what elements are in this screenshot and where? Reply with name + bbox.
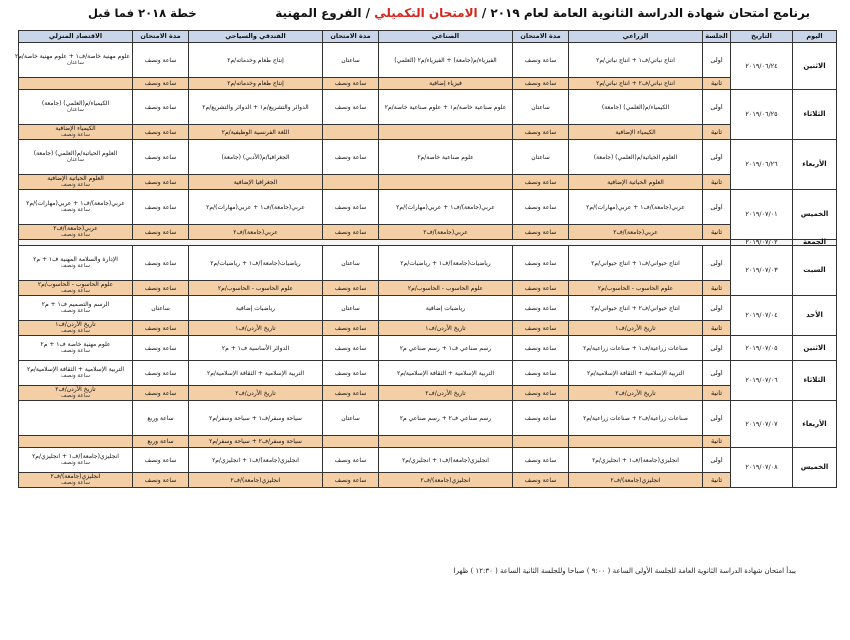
home-subject-cell [19,321,133,336]
home-subject-cell [19,401,133,436]
date-cell: ٢٠١٩/٠٧/٠٥ [731,336,793,361]
header-row [19,31,837,43]
col-indus: الصناعي [379,31,513,43]
home-subject-cell [19,125,133,140]
indus-subject-cell: علوم صناعية خاصة/م١ + علوم صناعية خاصة/م٢ [379,90,513,125]
plan-label: خطة ٢٠١٨ فما قبل [88,6,197,20]
home-subject-text: التربية الإسلامية + الثقافة الإسلامية/م٢ [26,366,125,373]
day-cell: الثلاثاء [793,361,837,401]
home-subject-cell [19,448,133,473]
session-cell: ثانية [703,281,731,296]
agri-duration-cell: ساعة ونصف [513,78,569,90]
hotel-subject-cell: الجغرافيا/م(الأدبي) (جامعة) [189,140,323,175]
home-duration: ساعة ونصف [61,288,90,294]
agri-subject-cell: الكيمياء/م(العلمي) (جامعة) [569,90,703,125]
table-row [19,175,837,190]
title-part-2: / الفروع المهنية [275,6,375,20]
hotel-subject-cell: سياحة وسفر/ف٢ + سياحة وسفر/م٢ [189,436,323,448]
agri-duration-cell [513,436,569,448]
date-cell: ٢٠١٩/٠٦/٢٦ [731,140,793,190]
agri-duration-cell: ساعة ونصف [513,281,569,296]
day-cell: السبت [793,246,837,296]
agri-subject-cell [569,436,703,448]
date-cell: ٢٠١٩/٠٧/٠١ [731,190,793,240]
home-subject-text: تاريخ الأردن/ف٢ [55,386,96,393]
day-cell: الجمعة [793,240,837,246]
title-highlight: الامتحان التكميلي [374,6,478,20]
home-duration: ساعة ونصف [61,207,90,213]
indus-duration-cell: ساعتان [323,246,379,281]
indus-subject-cell: فيزياء إضافية [379,78,513,90]
indus-subject-cell: التربية الإسلامية + الثقافة الإسلامية/م٢ [379,361,513,386]
agri-duration-cell: ساعة ونصف [513,175,569,190]
session-cell: ثانية [703,436,731,448]
home-duration: ساعة ونصف [61,373,90,379]
table-row [19,140,837,175]
indus-duration-cell [323,125,379,140]
indus-subject-cell: انجليزي(جامعة)/ف١ + انجليزي/م٢ [379,448,513,473]
table-row [19,296,837,321]
home-subject-cell [19,361,133,386]
table-row [19,78,837,90]
indus-subject-cell: عربي(جامعة)/ف١ + عربي(مهارات)/م٢ [379,190,513,225]
home-subject-text: الإدارة والسلامة المهنية ف١ + م٢ [33,256,118,263]
home-subject-text: انجليزي(جامعة)/ف٢ [50,473,101,480]
indus-subject-cell: الفيزياء/م(جامعة) + الفيزياء/م٢ (العلمي) [379,43,513,78]
hotel-duration-cell: ساعة ونصف [133,140,189,175]
page-title [275,6,810,20]
hotel-duration-cell: ساعة ونصف [133,448,189,473]
home-subject-cell [19,190,133,225]
agri-subject-cell: عربي(جامعة)/ف٢ [569,225,703,240]
home-duration: ساعة ونصف [61,182,90,188]
session-cell: اولى [703,190,731,225]
indus-duration-cell: ساعة ونصف [323,386,379,401]
indus-subject-cell: تاريخ الأردن/ف٢ [379,386,513,401]
home-duration: ساعة ونصف [61,348,90,354]
agri-subject-cell: انتاج حيواني/ف١ + انتاج حيواني/م٢ [569,246,703,281]
home-duration: ساعة ونصف [61,480,90,486]
hotel-subject-cell: رياضيات إضافية [189,296,323,321]
date-cell: ٢٠١٩/٠٧/٠٨ [731,448,793,488]
session-cell: اولى [703,140,731,175]
home-subject-cell [19,140,133,175]
indus-duration-cell: ساعة ونصف [323,448,379,473]
date-cell: ٢٠١٩/٠٧/٠٢ [731,240,793,246]
home-subject-cell [19,90,133,125]
agri-duration-cell: ساعة ونصف [513,386,569,401]
indus-duration-cell: ساعة ونصف [323,281,379,296]
hotel-subject-cell: التربية الإسلامية + الثقافة الإسلامية/م٢ [189,361,323,386]
indus-subject-cell [379,436,513,448]
indus-duration-cell: ساعة ونصف [323,321,379,336]
home-subject-cell [19,281,133,296]
hotel-subject-cell: إنتاج طعام وخدماته/م٢ [189,78,323,90]
indus-duration-cell: ساعة ونصف [323,140,379,175]
agri-duration-cell: ساعة ونصف [513,401,569,436]
indus-duration-cell: ساعة ونصف [323,361,379,386]
session-cell: اولى [703,361,731,386]
agri-duration-cell: ساعة ونصف [513,448,569,473]
agri-subject-cell: انجليزي(جامعة)/ف١ + انجليزي/م٢ [569,448,703,473]
day-cell: الأربعاء [793,140,837,190]
footnote: يبدأ امتحان شهادة الدراسة الثانوية العامة للجلسة الأولى الساعة ( ٩:٠٠ ) صباحا وللجلسة الثانية الساعة ( ١٢:٣٠ ) ظهرا [453,567,796,575]
session-cell: ثانية [703,175,731,190]
agri-duration-cell: ساعة ونصف [513,336,569,361]
col-session: الجلسة [703,31,731,43]
indus-subject-cell: تاريخ الأردن/ف١ [379,321,513,336]
agri-duration-cell: ساعة ونصف [513,473,569,488]
agri-subject-cell: التربية الإسلامية + الثقافة الإسلامية/م٢ [569,361,703,386]
indus-duration-cell: ساعة ونصف [323,225,379,240]
agri-subject-cell: الكيمياء الإضافية [569,125,703,140]
hotel-subject-cell: الدوائر والتشريع/م١ + الدوائر والتشريع/م٢ [189,90,323,125]
table-row [19,361,837,386]
hotel-subject-cell: تاريخ الأردن/ف١ [189,321,323,336]
indus-subject-cell: رياضيات(جامعة)/ف١ + رياضيات/م٢ [379,246,513,281]
home-subject-text: الكيمياء الإضافية [55,125,96,132]
home-duration: ساعة ونصف [61,460,90,466]
home-subject-cell [19,296,133,321]
date-cell: ٢٠١٩/٠٧/٠٦ [731,361,793,401]
home-subject-text: تاريخ الأردن/ف١ [55,321,96,328]
home-duration: ساعتان [67,107,84,113]
indus-duration-cell: ساعة ونصف [323,90,379,125]
home-subject-text: العلوم الحياتية الإضافية [47,175,104,182]
home-subject-cell [14,43,133,78]
day-cell: الأحد [793,296,837,336]
indus-subject-cell [379,175,513,190]
table-row [19,321,837,336]
day-cell: الاثنين [793,336,837,361]
home-duration: ساعة ونصف [61,232,90,238]
agri-subject-cell: صناعات زراعية/ف١ + صناعات زراعية/م٢ [569,336,703,361]
home-duration: ساعتان [67,157,84,163]
table-row [19,448,837,473]
indus-duration-cell: ساعتان [323,296,379,321]
home-duration: ساعة ونصف [61,328,90,334]
home-duration: ساعة ونصف [61,263,90,269]
home-subject-cell [19,336,133,361]
hotel-subject-cell: الدوائر الأساسية ف١ + م٢ [189,336,323,361]
home-subject-cell [19,473,133,488]
table-row [19,90,837,125]
agri-duration-cell: ساعتان [513,90,569,125]
home-subject-cell [19,386,133,401]
indus-subject-cell: علوم صناعية خاصة/م٢ [379,140,513,175]
title-part-1: برنامج امتحان شهادة الدراسة الثانوية العامة لعام ٢٠١٩ / [477,6,810,20]
date-cell: ٢٠١٩/٠٧/٠٣ [731,246,793,296]
home-subject-text: انجليزي(جامعة)/ف١ + انجليزي/م٢ [32,453,119,460]
agri-duration-cell: ساعة ونصف [513,296,569,321]
hotel-subject-cell: تاريخ الأردن/ف٢ [189,386,323,401]
day-cell: الخميس [793,448,837,488]
agri-subject-cell: العلوم الحياتية الإضافية [569,175,703,190]
table-row [19,246,837,281]
hotel-duration-cell: ساعتان [133,296,189,321]
session-cell: ثانية [703,225,731,240]
indus-duration-cell [323,175,379,190]
agri-duration-cell: ساعة ونصف [513,190,569,225]
agri-duration-cell: ساعة ونصف [513,361,569,386]
agri-subject-cell: صناعات زراعية/ف٢ + صناعات زراعية/م٢ [569,401,703,436]
agri-subject-cell: انتاج حيواني/ف٢ + انتاج حيواني/م٢ [569,296,703,321]
session-cell: ثانية [703,78,731,90]
agri-subject-cell: تاريخ الأردن/ف١ [569,321,703,336]
agri-subject-cell: علوم الحاسوب - الحاسوب/م٢ [569,281,703,296]
day-cell: الثلاثاء [793,90,837,140]
indus-duration-cell: ساعتان [323,401,379,436]
session-cell: اولى [703,43,731,78]
col-hotel: الفندقي والسياحي [189,31,323,43]
hotel-duration-cell: ساعة ونصف [133,386,189,401]
hotel-duration-cell: ساعة ونصف [133,336,189,361]
indus-duration-cell: ساعة ونصف [323,190,379,225]
exam-schedule-table [14,30,837,488]
indus-duration-cell: ساعة ونصف [323,78,379,90]
hotel-duration-cell: ساعة وربع [133,401,189,436]
hotel-duration-cell: ساعة ونصف [133,175,189,190]
hotel-duration-cell: ساعة ونصف [133,246,189,281]
home-subject-cell [19,175,133,190]
hotel-subject-cell: إنتاج طعام وخدماته/م٢ [189,43,323,78]
table-row [19,190,837,225]
col-hotel-duration: مدة الامتحان [133,31,189,43]
col-date: التاريخ [731,31,793,43]
table-row [19,336,837,361]
agri-subject-cell: عربي(جامعة)/ف١ + عربي(مهارات)/م٢ [569,190,703,225]
indus-subject-cell: رسم صناعي ف٢ + رسم صناعي م٢ [379,401,513,436]
indus-subject-cell: عربي(جامعة)/ف٢ [379,225,513,240]
home-subject-text: الكيمياء/م(العلمي) (جامعة) [41,100,110,107]
indus-duration-cell [323,436,379,448]
col-agri: الزراعي [569,31,703,43]
home-subject-cell [19,225,133,240]
agri-duration-cell: ساعة ونصف [513,125,569,140]
agri-duration-cell: ساعتان [513,140,569,175]
hotel-duration-cell: ساعة وربع [133,436,189,448]
table-row [19,436,837,448]
agri-subject-cell: انجليزي(جامعة)/ف٢ [569,473,703,488]
session-cell: ثانية [703,386,731,401]
table-row [19,225,837,240]
title-bar [0,2,850,24]
hotel-duration-cell: ساعة ونصف [133,321,189,336]
hotel-duration-cell: ساعة ونصف [133,190,189,225]
indus-subject-cell [379,125,513,140]
agri-duration-cell: ساعة ونصف [513,246,569,281]
indus-subject-cell: علوم الحاسوب - الحاسوب/م٢ [379,281,513,296]
home-subject-cell [19,78,133,90]
col-day: اليوم [793,31,837,43]
home-subject-cell [19,246,133,281]
hotel-subject-cell: سياحة وسفر/ف١ + سياحة وسفر/م٢ [189,401,323,436]
agri-subject-cell: انتاج نباتي/ف١ + انتاج نباتي/م٢ [569,43,703,78]
session-cell: ثانية [703,473,731,488]
indus-duration-cell: ساعة ونصف [323,336,379,361]
date-cell: ٢٠١٩/٠٧/٠٤ [731,296,793,336]
home-duration: ساعة ونصف [61,132,90,138]
date-cell: ٢٠١٩/٠٦/٢٥ [731,90,793,140]
col-home: الاقتصاد المنزلي [19,31,133,43]
hotel-duration-cell: ساعة ونصف [133,473,189,488]
session-cell: ثانية [703,125,731,140]
session-cell: اولى [703,401,731,436]
table-row [19,125,837,140]
date-cell: ٢٠١٩/٠٦/٢٤ [731,43,793,90]
indus-subject-cell: رسم صناعي ف١ + رسم صناعي م٢ [379,336,513,361]
table-row [19,43,837,78]
home-subject-text: عربي(جامعة)/ف٢ [53,225,98,232]
hotel-subject-cell: علوم الحاسوب - الحاسوب/م٢ [189,281,323,296]
hotel-duration-cell: ساعة ونصف [133,361,189,386]
session-cell: ثانية [703,321,731,336]
session-cell: اولى [703,90,731,125]
hotel-duration-cell: ساعة ونصف [133,125,189,140]
home-subject-text: الرسم والتصميم ف١ + م٢ [41,301,110,308]
indus-duration-cell: ساعتان [323,43,379,78]
hotel-subject-cell: الجغرافيا الإضافية [189,175,323,190]
home-subject-text: العلوم الحياتية/م(العلمي) (جامعة) [33,150,118,157]
home-subject-text: عربي(جامعة)/ف١ + عربي(مهارات)/م٢ [26,200,125,207]
col-indus-duration: مدة الامتحان [323,31,379,43]
agri-subject-cell: تاريخ الأردن/ف٢ [569,386,703,401]
agri-subject-cell: العلوم الحياتية/م(العلمي) (جامعة) [569,140,703,175]
hotel-duration-cell: ساعة ونصف [133,225,189,240]
indus-duration-cell: ساعة ونصف [323,473,379,488]
indus-subject-cell: رياضيات إضافية [379,296,513,321]
col-agri-duration: مدة الامتحان [513,31,569,43]
hotel-duration-cell: ساعة ونصف [133,90,189,125]
agri-duration-cell: ساعة ونصف [513,43,569,78]
home-subject-text: علوم الحاسوب - الحاسوب/م٢ [37,281,114,288]
hotel-subject-cell: انجليزي(جامعة)/ف١ + انجليزي/م٢ [189,448,323,473]
day-cell: الأربعاء [793,401,837,448]
agri-subject-cell: انتاج نباتي/ف٢ + انتاج نباتي/م٢ [569,78,703,90]
home-subject-cell [19,436,133,448]
session-cell: اولى [703,246,731,281]
hotel-subject-cell: انجليزي(جامعة)/ف٢ [189,473,323,488]
date-cell: ٢٠١٩/٠٧/٠٧ [731,401,793,448]
day-cell: الاثنين [793,43,837,90]
table-row [19,401,837,436]
table-row [19,386,837,401]
hotel-duration-cell: ساعة ونصف [133,43,189,78]
schedule-body [14,43,837,488]
home-subject-text: علوم مهنية خاصة/ف١ + علوم مهنية خاصة/م٢ [14,53,130,60]
home-duration: ساعتان [67,60,84,66]
home-duration: ساعة ونصف [61,393,90,399]
hotel-subject-cell: اللغة الفرنسية الوظيفية/م٢ [189,125,323,140]
indus-subject-cell: انجليزي(جامعة)/ف٢ [379,473,513,488]
hotel-subject-cell: عربي(جامعة)/ف١ + عربي(مهارات)/م٢ [189,190,323,225]
table-row [19,473,837,488]
home-subject-text: علوم مهنية خاصة ف١ + م٢ [40,341,111,348]
session-cell: اولى [703,336,731,361]
agri-duration-cell: ساعة ونصف [513,321,569,336]
home-duration: ساعة ونصف [61,308,90,314]
session-cell: اولى [703,448,731,473]
table-row [19,281,837,296]
hotel-duration-cell: ساعة ونصف [133,281,189,296]
hotel-subject-cell: رياضيات(جامعة)/ف١ + رياضيات/م٢ [189,246,323,281]
hotel-subject-cell: عربي(جامعة)/ف٢ [189,225,323,240]
agri-duration-cell: ساعة ونصف [513,225,569,240]
day-cell: الخميس [793,190,837,240]
hotel-duration-cell: ساعة ونصف [133,78,189,90]
session-cell: اولى [703,296,731,321]
